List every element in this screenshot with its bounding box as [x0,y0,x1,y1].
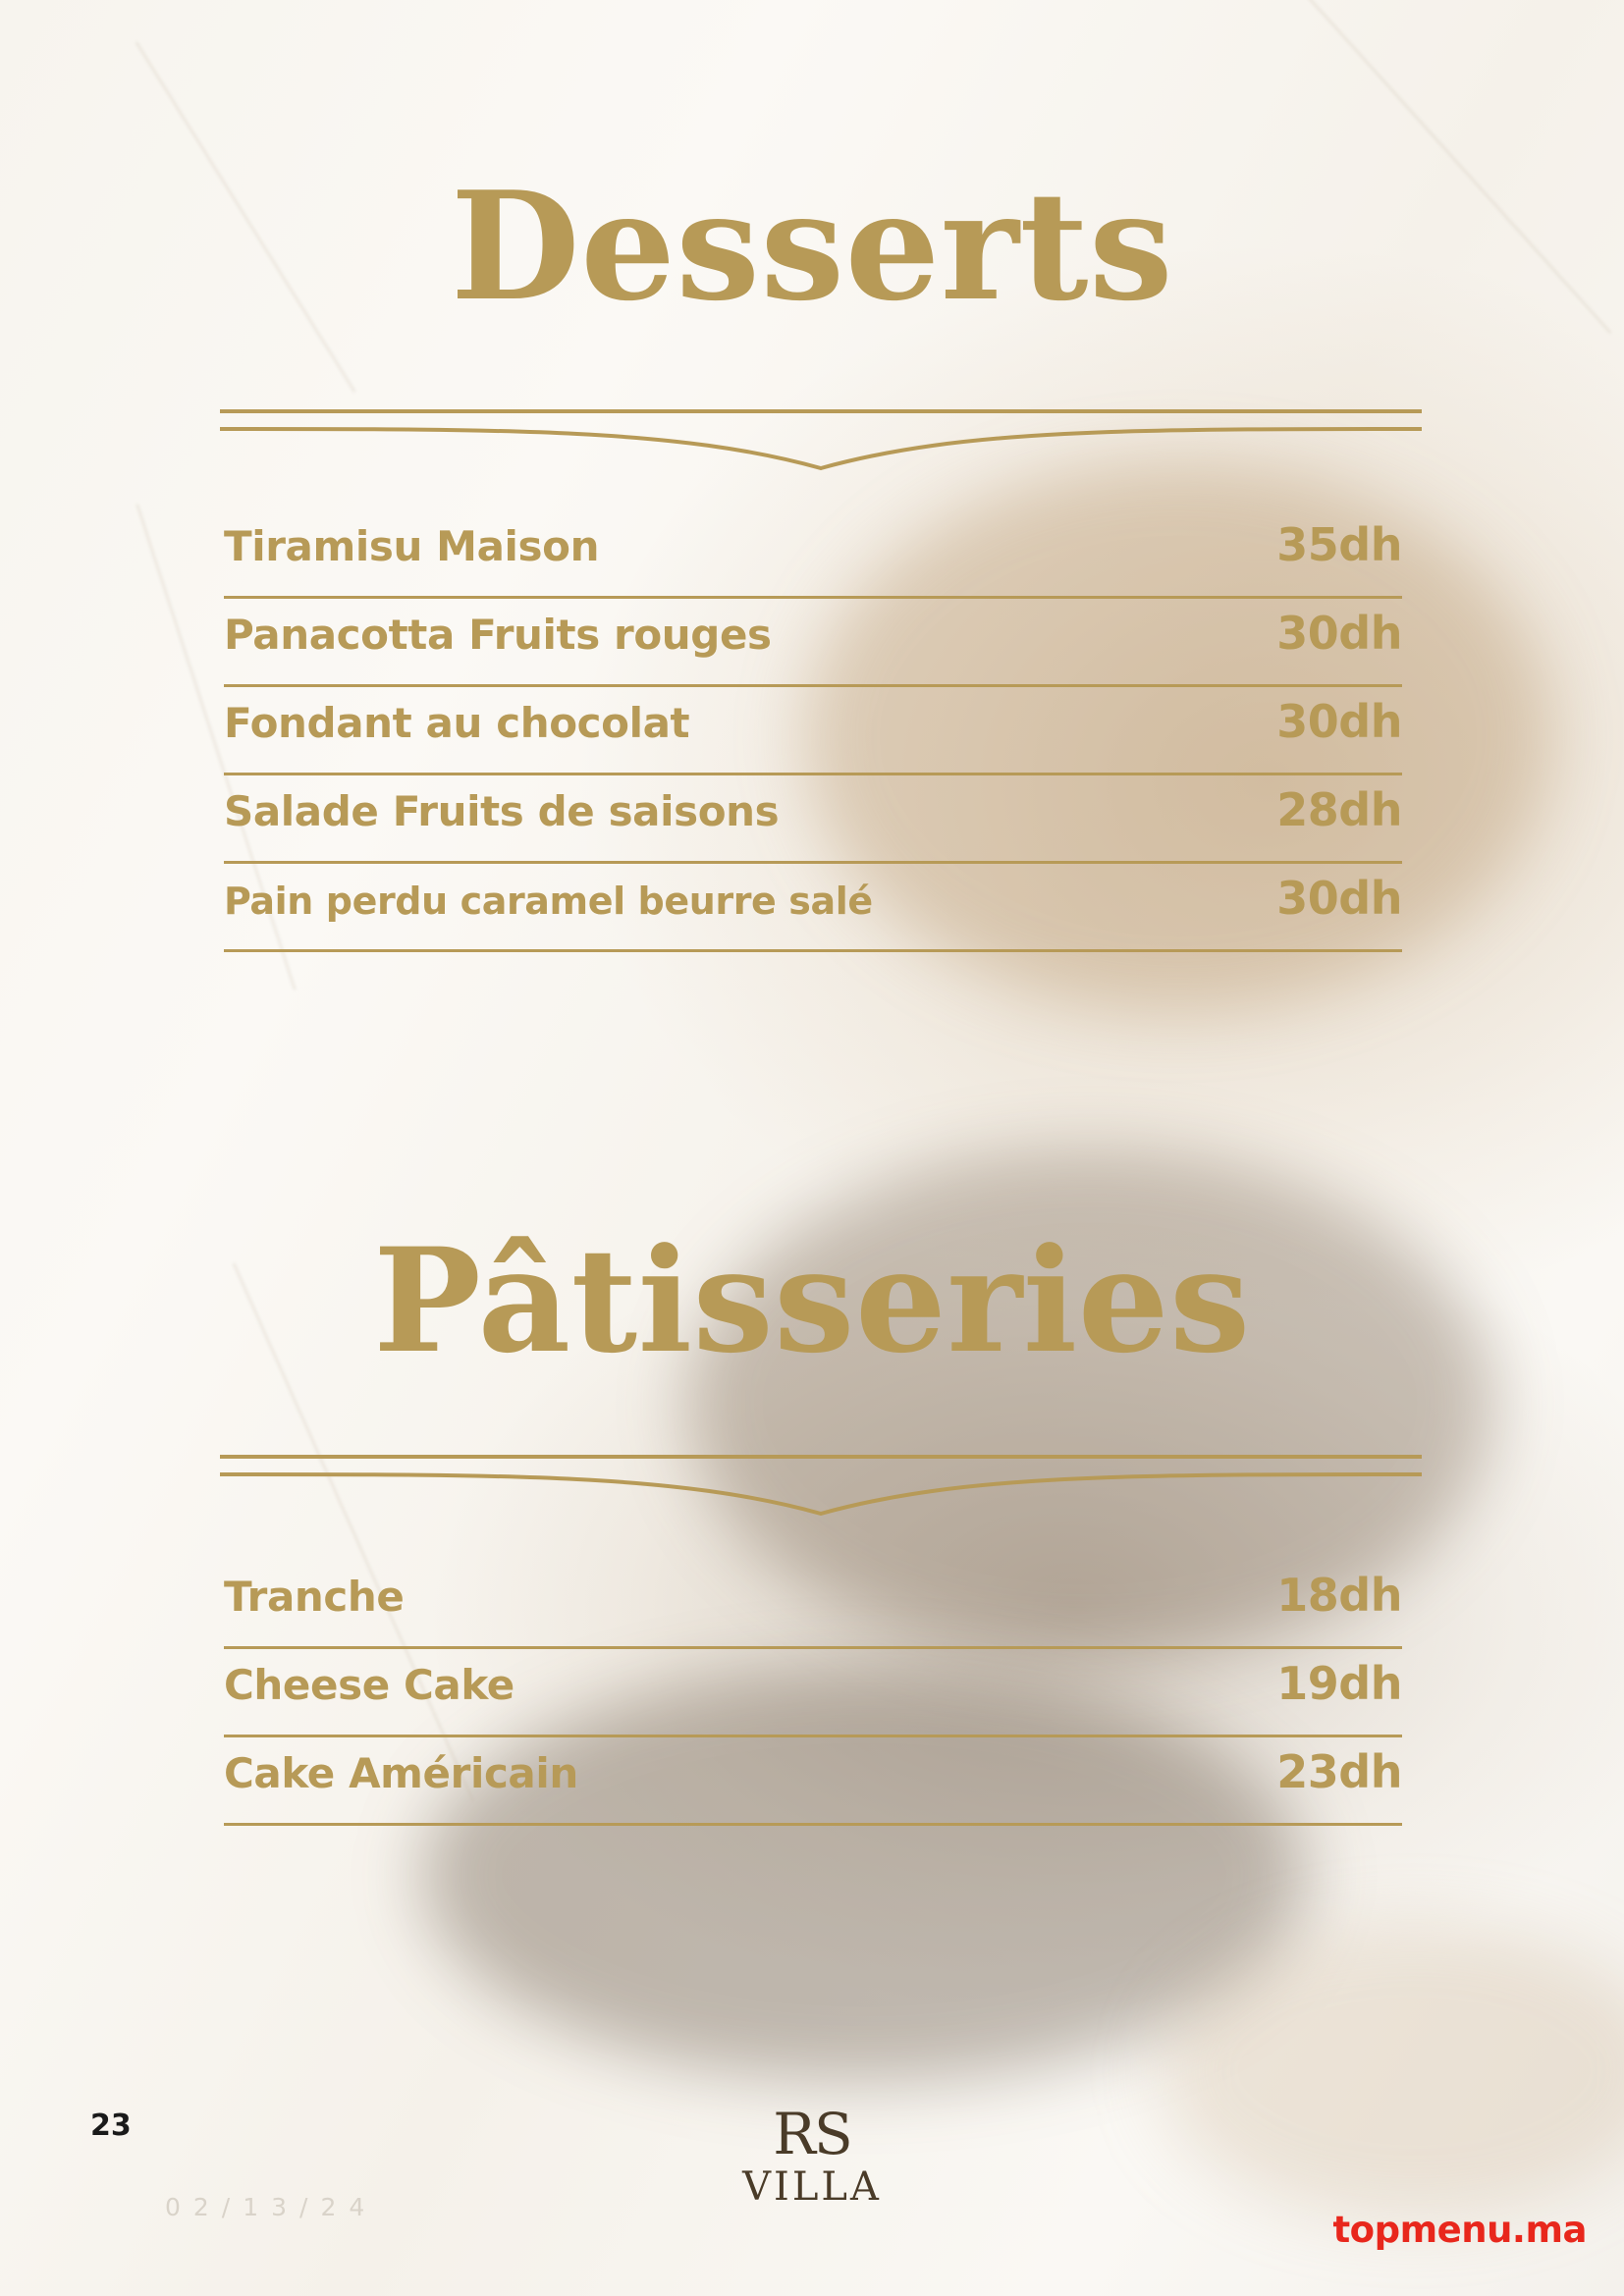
menu-item-price: 30dh [1276,607,1402,660]
divider-flourish-patisseries [218,1453,1424,1522]
menu-item-row [224,510,1402,599]
section-title-patisseries: Pâtisseries [373,1217,1251,1385]
menu-item-row [224,599,1402,687]
menu-item-row [224,864,1402,952]
menu-item-name: Panacotta Fruits rouges [224,611,772,659]
menu-item-row [224,1561,1402,1649]
brand-logo [0,2101,1624,2210]
menu-item-price: 30dh [1276,695,1402,748]
menu-item-price: 23dh [1276,1745,1402,1798]
date-code: 02/13/24 [165,2193,378,2221]
menu-item-name: Cake Américain [224,1749,578,1797]
watermark-topmenu: topmenu.ma [1332,2209,1587,2251]
logo-wordmark: VILLA [742,2164,882,2210]
menu-item-row [224,1737,1402,1826]
page-number: 23 [90,2109,132,2143]
menu-item-name: Pain perdu caramel beurre salé [224,880,873,923]
logo-monogram: RS [773,2101,851,2167]
section-title-desserts: Desserts [450,158,1174,334]
menu-item-name: Tiramisu Maison [224,522,600,570]
menu-item-name: Salade Fruits de saisons [224,787,780,835]
menu-item-name: Tranche [224,1573,405,1621]
menu-item-price: 28dh [1276,783,1402,836]
menu-item-row [224,775,1402,864]
menu-item-row [224,1649,1402,1737]
menu-item-row [224,687,1402,775]
menu-item-price: 35dh [1276,518,1402,571]
menu-item-name: Fondant au chocolat [224,699,690,747]
menu-item-name: Cheese Cake [224,1661,514,1709]
menu-item-price: 19dh [1276,1657,1402,1710]
menu-item-price: 30dh [1276,872,1402,925]
menu-list-desserts [224,510,1402,952]
menu-item-price: 18dh [1276,1569,1402,1622]
divider-flourish-desserts [218,407,1424,476]
menu-list-patisseries [224,1561,1402,1826]
